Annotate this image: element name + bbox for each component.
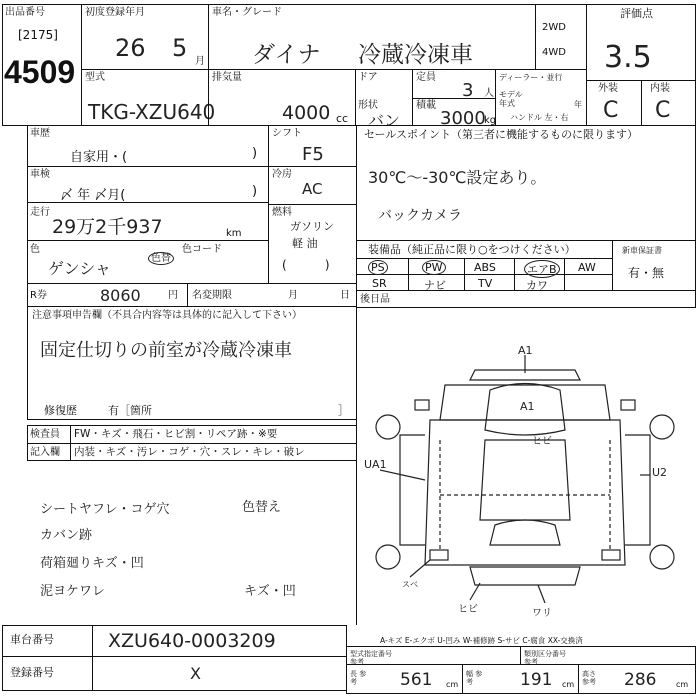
length-value: 561 xyxy=(400,670,433,690)
diagram-wari: ワリ xyxy=(532,608,552,619)
shape-label: 形状 xyxy=(358,100,378,111)
diagram-u2: U2 xyxy=(652,466,668,479)
history-row3 xyxy=(27,240,268,241)
score-value: 3.5 xyxy=(604,40,652,75)
car-name-label: 車名・グレード xyxy=(212,7,282,18)
first-reg-month: 5 xyxy=(172,34,188,62)
color-code-label: 色コード xyxy=(182,244,222,255)
ac-value: AC xyxy=(302,180,323,198)
cc-unit: cc xyxy=(336,112,349,125)
capacity-unit: 人 xyxy=(484,88,494,99)
notes-text: 固定仕切りの前室が冷蔵冷凍車 xyxy=(40,340,292,361)
kg-unit: kg xyxy=(484,115,497,126)
model-year-label: モデル年式 xyxy=(499,90,523,108)
name-change-day: 日 xyxy=(340,290,350,301)
shape-value: バン xyxy=(368,111,401,130)
score-split xyxy=(641,80,642,126)
model-value: TKG-XZU640 xyxy=(88,100,216,124)
wheel-rear-right xyxy=(650,545,674,569)
diagram-sube: スベ xyxy=(402,580,418,589)
recycle-label: R券 xyxy=(30,290,47,301)
width-label: 幅 参考 xyxy=(466,670,483,686)
yen-unit: 円 xyxy=(168,290,178,301)
length-unit: cm xyxy=(446,680,459,689)
equip-ps: PS xyxy=(368,260,388,275)
history-row-ac xyxy=(268,204,357,205)
inspector-mid xyxy=(27,443,357,444)
width-value: 191 xyxy=(520,670,553,690)
history-label: 車歴 xyxy=(30,128,50,139)
door-label: ドア xyxy=(358,72,378,83)
height-value: 286 xyxy=(624,670,657,690)
ac-label: 冷房 xyxy=(272,169,292,180)
capacity-divider xyxy=(412,98,496,99)
remark-line4b: キズ・凹 xyxy=(244,584,296,599)
pointer-ua1 xyxy=(380,470,425,480)
equip-row1 xyxy=(356,258,612,259)
reg-value: X xyxy=(190,664,201,683)
diagram-hibi: ヒビ xyxy=(532,436,552,447)
dims-split3 xyxy=(578,664,579,694)
handle-label: ハンドル 左・右 xyxy=(510,113,569,122)
load-label: 積載 xyxy=(416,100,436,111)
first-reg-label: 初度登録年月 xyxy=(85,7,145,18)
warranty-split xyxy=(612,240,613,290)
drive-4wd: 4WD xyxy=(542,47,566,58)
equip-airbag: エアB xyxy=(524,260,560,278)
exterior-label: 外装 xyxy=(598,83,618,94)
equip-leather: カワ xyxy=(526,279,548,292)
equip-tv: TV xyxy=(478,277,493,290)
rear-bumper xyxy=(470,567,580,585)
equipment-label: 装備品（純正品に限り○をつけください） xyxy=(368,243,576,256)
vehicle-diagram xyxy=(360,345,690,615)
interior-label: 内装 xyxy=(650,83,670,94)
fuel-label: 燃料 xyxy=(272,207,292,218)
month-unit: 月 xyxy=(195,56,205,67)
fuel-gas: ガソリン xyxy=(290,220,334,233)
reg-label: 登録番号 xyxy=(10,666,54,679)
equip-col2 xyxy=(464,258,465,290)
lamp-right xyxy=(602,550,620,560)
mirror-left xyxy=(415,400,429,410)
later-label: 後日品 xyxy=(360,294,390,305)
wheel-front-right xyxy=(650,415,674,439)
right-side xyxy=(625,435,650,545)
length-label: 長 参考 xyxy=(350,670,367,686)
first-reg-year: 26 xyxy=(115,34,146,62)
pointer-sube xyxy=(410,560,430,577)
history-close: ) xyxy=(252,146,258,161)
sales-line2: バックカメラ xyxy=(378,208,462,224)
notes-label: 注意事項申告欄（不具合内容等は具体的に記入して下さい） xyxy=(32,310,302,321)
mirror-right xyxy=(621,400,635,410)
diagram-a1-roof: A1 xyxy=(520,400,535,413)
equip-row2 xyxy=(356,274,612,275)
width-unit: cm xyxy=(562,680,575,689)
lot-label: 出品番号 xyxy=(5,7,45,18)
rear-window xyxy=(490,520,560,545)
km-unit: km xyxy=(226,228,242,239)
name-change-label: 名変期限 xyxy=(192,290,232,301)
mileage-value: 29万2千937 xyxy=(52,216,163,238)
remark-line1b: 色替え xyxy=(242,500,282,515)
equip-col4 xyxy=(564,258,565,290)
history-row4 xyxy=(27,283,357,284)
mileage-label: 走行 xyxy=(30,207,50,218)
height-label: 高さ 参考 xyxy=(582,670,596,686)
repair-label: 修復歴 xyxy=(44,404,77,417)
dealer-label: ディーラー・並行 xyxy=(499,73,563,82)
body-outline xyxy=(425,420,625,565)
pointer-wari xyxy=(538,585,545,603)
displacement-label: 排気量 xyxy=(212,72,242,83)
equip-col1 xyxy=(408,258,409,290)
capacity-value: 3 xyxy=(462,80,474,101)
year-unit: 年 xyxy=(574,100,582,109)
repair-close: ］ xyxy=(338,404,349,417)
lot-number: 4509 xyxy=(4,54,76,90)
drive-2wd: 2WD xyxy=(542,22,566,33)
diagram-legend: A-キズ E-エクボ U-凹み W-補修跡 S-サビ C-腐食 XX-交換済 xyxy=(380,636,583,645)
wheel-front-left xyxy=(376,415,400,439)
name-change-month: 月 xyxy=(288,290,298,301)
interior-grade: C xyxy=(655,98,671,123)
dims-split2 xyxy=(462,664,463,694)
dims-row xyxy=(346,664,696,665)
chassis-label: 車台番号 xyxy=(10,633,54,646)
diagram-ua1: UA1 xyxy=(364,458,387,471)
car-grade: 冷蔵冷凍車 xyxy=(358,42,473,68)
shift-label: シフト xyxy=(272,128,302,139)
center-cabin xyxy=(480,440,570,520)
score-label: 評価点 xyxy=(620,7,653,20)
equip-sr: SR xyxy=(372,277,387,290)
lamp-left xyxy=(430,550,448,560)
recycle-value: 8060 xyxy=(100,286,141,305)
remark-line3: 荷箱廻りキズ・凹 xyxy=(40,556,144,571)
height-unit: cm xyxy=(676,680,689,689)
model-label: 型式 xyxy=(85,72,105,83)
sales-label: セールスポイント（第三者に機能するものに限ります） xyxy=(364,128,639,141)
class-num-label: 類別区分番号 参考 xyxy=(524,650,566,666)
inspector-label: 検査員 xyxy=(30,429,60,440)
exterior-grade: C xyxy=(603,98,619,123)
fuel-diesel: 軽 油 xyxy=(292,237,318,250)
diagram-hibi2: ヒビ xyxy=(458,604,478,615)
lot-sub: [2175] xyxy=(18,28,58,42)
sales-line1: 30℃～-30℃設定あり。 xyxy=(368,168,547,187)
inspector-row2: 内装・キズ・汚レ・コゲ・穴・スレ・キレ・破レ xyxy=(74,446,305,458)
warranty-value: 有・無 xyxy=(628,266,665,280)
capacity-label: 定員 xyxy=(416,72,436,83)
inspector-split xyxy=(70,425,71,461)
entry-label: 記入欄 xyxy=(30,447,60,458)
type-num-label: 型式指定番号 参考 xyxy=(350,650,392,666)
left-side xyxy=(400,435,425,545)
history-row1 xyxy=(27,166,357,167)
remark-line4: 泥ヨケワレ xyxy=(40,584,106,599)
chassis-value: XZU640-0003209 xyxy=(108,630,276,652)
equip-pw: PW xyxy=(422,260,446,275)
equip-aw: AW xyxy=(578,261,596,274)
drive-box xyxy=(535,4,587,70)
remark-line2: カバン跡 xyxy=(40,528,93,543)
inspection-close: ) xyxy=(252,184,258,199)
equip-abs: ABS xyxy=(474,261,496,274)
history-value: 自家用・( xyxy=(70,150,128,165)
diagram-a1-top: A1 xyxy=(518,344,533,357)
load-value: 3000 xyxy=(440,108,486,129)
remark-line1: シートヤフレ・コゲ穴 xyxy=(40,502,170,517)
color-value: ゲンシャ xyxy=(48,259,111,278)
recycle-split xyxy=(187,283,188,307)
color-change: 色替 xyxy=(148,252,174,265)
repair-value: 有［箇所 xyxy=(108,404,152,417)
equip-col3 xyxy=(514,258,515,290)
color-label: 色 xyxy=(30,244,40,255)
inspection-value: 〆 年 〆月( xyxy=(60,188,126,203)
equip-navi: ナビ xyxy=(424,279,446,292)
wheel-rear-left xyxy=(376,545,400,569)
car-name: ダイナ xyxy=(252,42,321,68)
inspection-label: 車検 xyxy=(30,169,50,180)
dims-split1 xyxy=(520,646,521,664)
displacement-value: 4000 xyxy=(282,102,331,124)
notes-box xyxy=(27,306,357,420)
fuel-paren: ( ) xyxy=(282,258,330,272)
shift-value: F5 xyxy=(302,144,324,165)
warranty-label: 新車保証書 xyxy=(622,246,662,255)
inspector-row1: FW・キズ・飛石・ヒビ割・リペア跡・※要 xyxy=(74,428,278,440)
